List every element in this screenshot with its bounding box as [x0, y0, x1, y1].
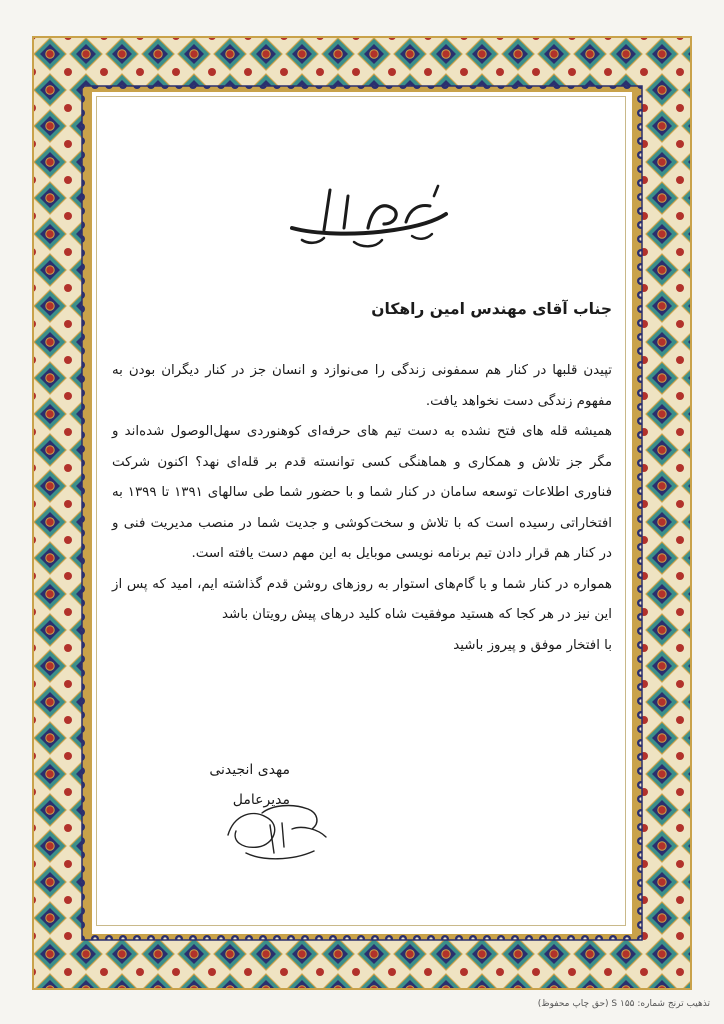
paragraph: همواره در کنار شما و با گام‌های استوار به روزهای روشن قدم گذاشته ایم، امید که پس از این نیز در هر کجا که هستید موفقیت شاه کلید درهای پیش رویتان باشد	[112, 576, 612, 622]
closing-line: با افتخار موفق و پیروز باشید	[453, 637, 612, 653]
paragraph: همیشه قله‌ های فتح نشده به دست تیم‌ های حرفه‌ای کوهنوردی سهل‌الوصول شده‌اند و مگر جز تلاش و همکاری و هماهنگی کسی توانسته قدم بر قله‌ای نهد؟ اکنون شرکت فناوری اطلاعات توسعه سامان در کنار شما و با حضور شما طی سالهای ۱۳۹۱ تا ۱۳۹۹ به افتخاراتی رسیده است که با تلاش و سخت‌کوشی و جدیت شما در منصب مدیریت فنی و در کنار هم قرار دادن تیم برنامه نویسی موبایل به این مهم دست یافته است.	[112, 424, 612, 561]
recipient-line: جناب آقای مهندس امین راهکان	[371, 300, 612, 318]
letter-body	[112, 356, 612, 661]
signatory-name: مهدی انجیدنی	[209, 762, 290, 778]
signatory-title: مدیرعامل	[232, 792, 290, 808]
handwritten-signature	[222, 795, 332, 870]
paragraph: تپیدن قلبها در کنار هم سمفونی زندگی را می‌نوازد و انسان جز در کنار دیگران بودن به مفهوم زندگی دست نخواهد یافت.	[112, 363, 612, 409]
basmala-calligraphy	[284, 178, 454, 250]
print-imprint: تذهیب ترنج شماره: ۱۵۵ S (حق چاپ محفوظ)	[537, 999, 710, 1009]
